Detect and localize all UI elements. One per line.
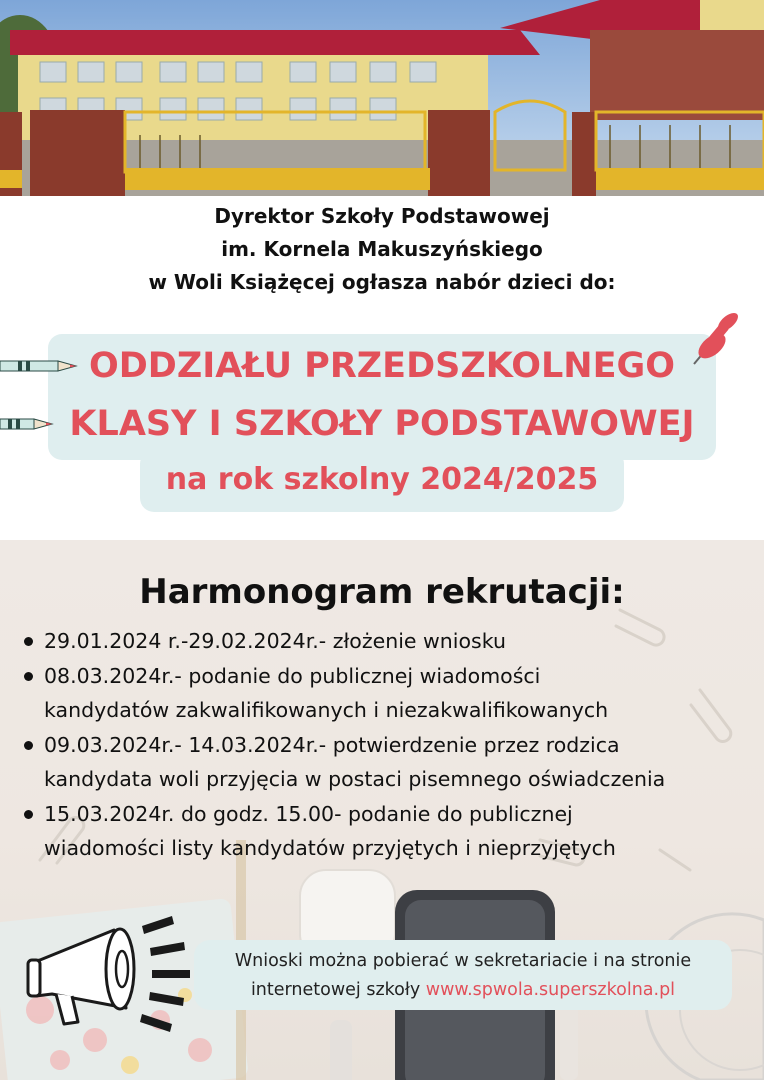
schedule-item — [22, 797, 752, 866]
bullet-icon — [24, 741, 33, 750]
intro-line-3: w Woli Książęcej ogłasza nabór dzieci do: — [148, 270, 616, 294]
title-line-3: na rok szkolny 2024/2025 — [165, 462, 599, 497]
schedule-heading: Harmonogram rekrutacji: — [139, 572, 625, 612]
schedule-item-continuation: kandydatów zakwalifikowanych i niezakwalifikowanych — [44, 698, 609, 722]
megaphone-icon — [22, 912, 192, 1032]
intro-text — [0, 200, 764, 299]
title-line-2: KLASY I SZKOŁY PODSTAWOWEJ — [69, 404, 695, 444]
intro-line-2: im. Kornela Makuszyńskiego — [221, 237, 543, 261]
schedule-item-text: 08.03.2024r.- podanie do publicznej wiadomości — [44, 663, 541, 688]
intro-line-1: Dyrektor Szkoły Podstawowej — [214, 204, 550, 228]
title-line-1: ODDZIAŁU PRZEDSZKOLNEGO — [89, 346, 675, 386]
info-line-2-prefix: internetowej szkoły — [250, 980, 426, 1000]
schedule-item-text: 15.03.2024r. do godz. 15.00- podanie do publicznej — [44, 801, 573, 826]
bullet-icon — [24, 672, 33, 681]
school-photo — [0, 0, 764, 196]
schedule-item-continuation: wiadomości listy kandydatów przyjętych i nieprzyjętych — [44, 836, 616, 860]
schedule-item — [22, 659, 752, 728]
bullet-icon — [24, 810, 33, 819]
info-line-1: Wnioski można pobierać w sekretariacie i na stronie — [234, 951, 692, 971]
info-box — [194, 940, 732, 1010]
schedule-item-continuation: kandydata woli przyjęcia w postaci pisemnego oświadczenia — [44, 767, 666, 791]
schedule-item — [22, 728, 752, 797]
bullet-icon — [24, 637, 33, 646]
school-website-link[interactable]: www.spwola.superszkolna.pl — [425, 980, 676, 1000]
schedule-item-text: 09.03.2024r.- 14.03.2024r.- potwierdzenie przez rodzica — [44, 732, 620, 757]
schedule-item-text: 29.01.2024 r.-29.02.2024r.- złożenie wniosku — [44, 629, 506, 653]
info-line-2 — [194, 976, 732, 1005]
schedule-item — [22, 624, 752, 659]
school-building-illustration — [0, 0, 764, 196]
schedule-list — [22, 624, 752, 866]
